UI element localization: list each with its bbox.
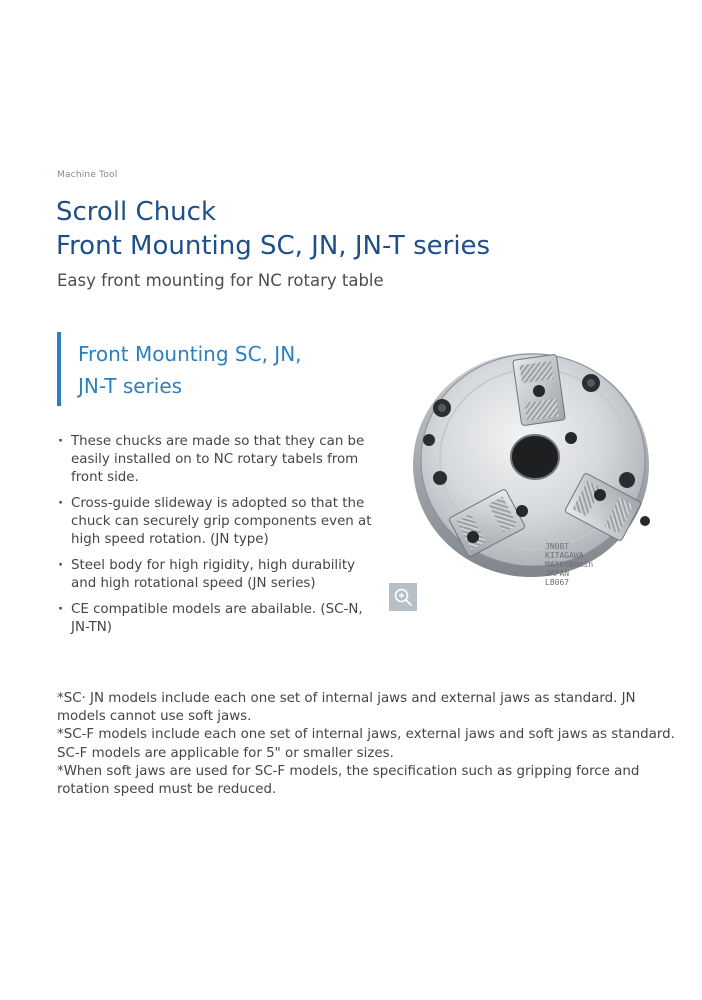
marking-text: MAX6000min	[545, 560, 594, 569]
section-heading	[78, 338, 302, 402]
note-paragraph: *SC-F models include each one set of internal jaws, external jaws and soft jaws as standard. SC-F models are applicable for 5" or smaller sizes.	[57, 727, 675, 761]
feature-list	[57, 433, 375, 645]
marking-text: KITAGAWA	[545, 551, 584, 560]
feature-item: · Cross-guide slideway is adopted so that the chuck can securely grip components even at high speed rotation. (JN type)	[57, 495, 375, 549]
zoom-in-icon	[389, 583, 417, 611]
section-heading-line-2: JN-T series	[78, 374, 183, 398]
notes-block	[57, 690, 677, 799]
page-subtitle: Easy front mounting for NC rotary table	[57, 271, 384, 290]
marking-text: LB067	[545, 578, 570, 585]
marking-text: JAPAN	[545, 569, 570, 578]
section-accent-bar	[57, 332, 61, 406]
marking-text: JN08T	[545, 542, 570, 551]
note-paragraph: *When soft jaws are used for SC-F models, the specification such as gripping force and rotation speed must be reduced.	[57, 763, 640, 798]
feature-item: · Steel body for high rigidity, high durability and high rotational speed (JN series)	[57, 557, 375, 593]
page-title-line-1: Scroll Chuck	[56, 197, 216, 227]
feature-item: · CE compatible models are abailable. (SC-N, JN-TN)	[57, 601, 375, 637]
scroll-chuck-image	[395, 335, 665, 585]
section-heading-line-1: Front Mounting SC, JN,	[78, 342, 302, 366]
note-paragraph: *SC· JN models include each one set of internal jaws and external jaws as standard. JN models cannot use soft jaws.	[57, 691, 636, 725]
page-title	[56, 195, 490, 263]
zoom-button[interactable]	[389, 583, 417, 611]
page-title-line-2: Front Mounting SC, JN, JN-T series	[56, 231, 491, 261]
category-label: Machine Tool	[57, 170, 118, 180]
feature-item: · These chucks are made so that they can be easily installed on to NC rotary tabels from front side.	[57, 433, 375, 487]
